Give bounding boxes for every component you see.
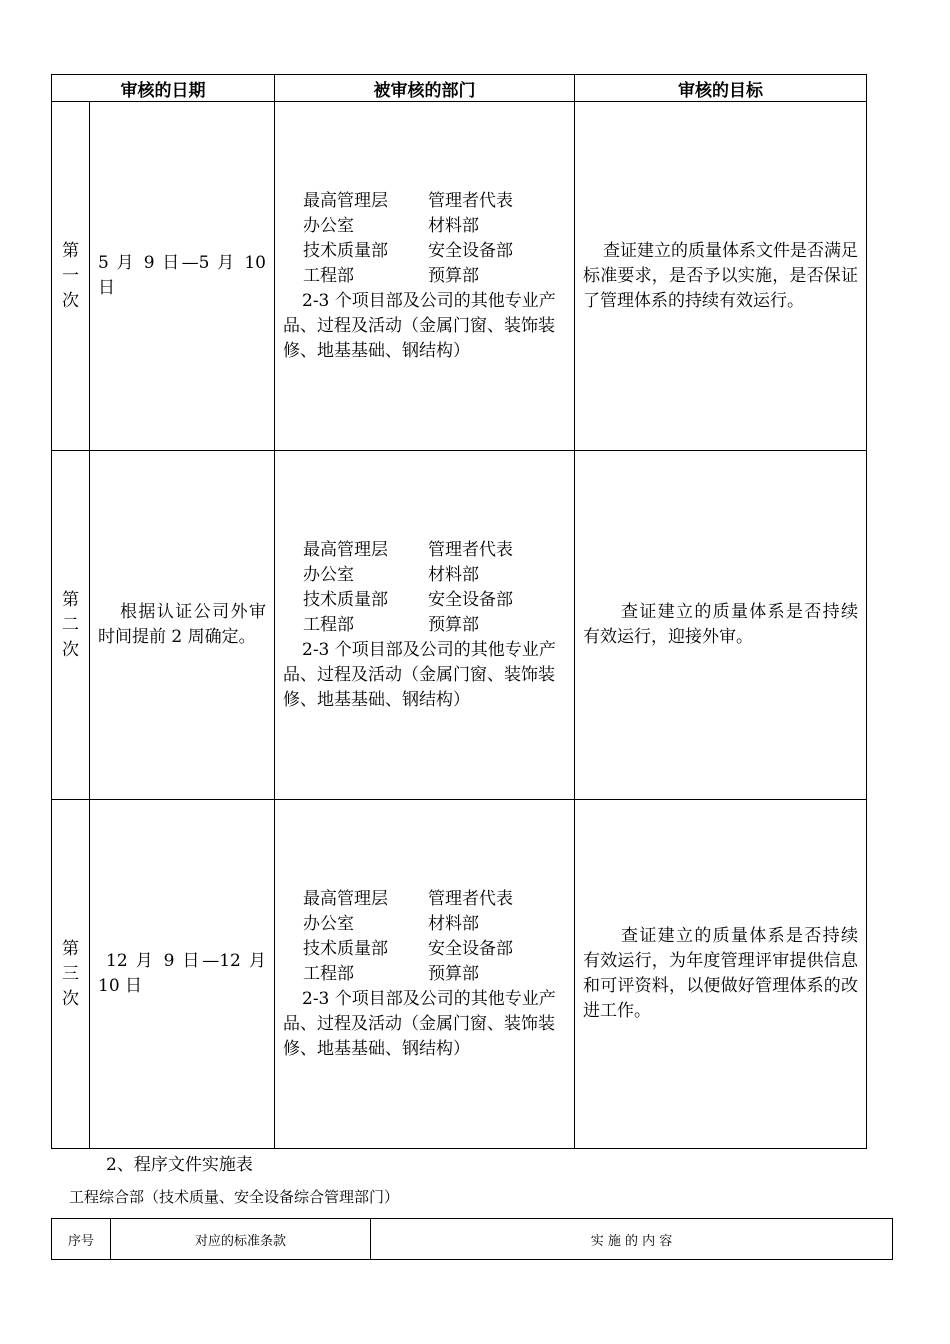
dept-line: 技术质量部 安全设备部 xyxy=(303,240,513,261)
round-1-date: 5 月 9 日—5 月 10 日 xyxy=(90,102,275,451)
audit-schedule-table xyxy=(51,74,867,1149)
dept-extra: 2-3 个项目部及公司的其他专业产品、过程及活动（金属门窗、装饰装修、地基基础、钢结构） xyxy=(283,290,556,361)
audit-round-3-row xyxy=(52,800,867,1149)
round-2-date: 根据认证公司外审时间提前 2 周确定。 xyxy=(90,451,275,800)
dept-line: 工程部 预算部 xyxy=(303,963,479,984)
round-3-date: 12 月 9 日—12 月 10 日 xyxy=(90,800,275,1149)
round-2-label: 第 二 次 xyxy=(52,451,90,800)
round-2-departments xyxy=(275,451,575,800)
round-1-departments xyxy=(275,102,575,451)
round-3-label: 第 三 次 xyxy=(52,800,90,1149)
audit-round-2-row xyxy=(52,451,867,800)
dept-line: 最高管理层 管理者代表 xyxy=(303,190,513,211)
implementation-table xyxy=(51,1218,893,1260)
dept-line: 技术质量部 安全设备部 xyxy=(303,589,513,610)
round-1-label: 第 一 次 xyxy=(52,102,90,451)
section-subheading: 工程综合部（技术质量、安全设备综合管理部门） xyxy=(69,1188,400,1206)
dept-line: 办公室 材料部 xyxy=(303,564,479,585)
dept-line: 最高管理层 管理者代表 xyxy=(303,888,513,909)
header-serial-number: 序号 xyxy=(52,1219,111,1260)
dept-line: 工程部 预算部 xyxy=(303,614,479,635)
round-1-goal: 查证建立的质量体系文件是否满足标准要求，是否予以实施，是否保证了管理体系的持续有效运行。 xyxy=(575,102,867,451)
round-3-goal: 查证建立的质量体系是否持续有效运行，为年度管理评审提供信息和可评资料，以便做好管理体系的改进工作。 xyxy=(575,800,867,1149)
dept-extra: 2-3 个项目部及公司的其他专业产品、过程及活动（金属门窗、装饰装修、地基基础、钢结构） xyxy=(283,988,556,1059)
dept-line: 工程部 预算部 xyxy=(303,265,479,286)
header-audited-department: 被审核的部门 xyxy=(275,75,575,102)
impl-header-row xyxy=(52,1219,893,1260)
header-implementation-content: 实 施 的 内 容 xyxy=(371,1219,893,1260)
audit-header-row xyxy=(52,75,867,102)
audit-round-1-row xyxy=(52,102,867,451)
dept-line: 办公室 材料部 xyxy=(303,913,479,934)
dept-extra: 2-3 个项目部及公司的其他专业产品、过程及活动（金属门窗、装饰装修、地基基础、钢结构） xyxy=(283,639,556,710)
header-audit-date: 审核的日期 xyxy=(52,75,275,102)
header-standard-clause: 对应的标准条款 xyxy=(111,1219,371,1260)
dept-line: 技术质量部 安全设备部 xyxy=(303,938,513,959)
round-3-departments xyxy=(275,800,575,1149)
round-2-goal: 查证建立的质量体系是否持续有效运行，迎接外审。 xyxy=(575,451,867,800)
dept-line: 办公室 材料部 xyxy=(303,215,479,236)
dept-line: 最高管理层 管理者代表 xyxy=(303,539,513,560)
header-audit-goal: 审核的目标 xyxy=(575,75,867,102)
section-heading: 2、程序文件实施表 xyxy=(106,1155,253,1175)
